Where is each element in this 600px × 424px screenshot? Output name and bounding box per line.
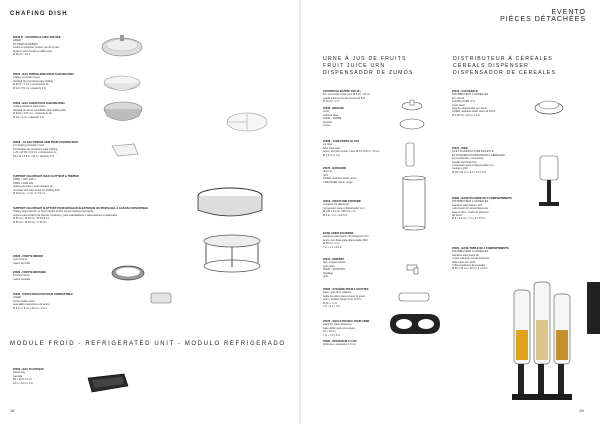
- cereal-item-leg: [452, 147, 527, 174]
- item-line: de acero: [452, 214, 463, 218]
- item-line: tap • support faucet: [323, 261, 346, 265]
- item-line: cuivré et améliorer pentes, fermé et plus: [13, 46, 60, 50]
- item-porcelain-insert: [13, 73, 98, 90]
- double-urn-stand-image: [388, 312, 442, 336]
- item-line: Ø 55 x 25 cm • 18 in • 9 x 10 in: [452, 267, 488, 271]
- item-line: 25080 • 120 / 240 V: [13, 178, 36, 182]
- cereal-section-title: DISTRIBUTEUR À CÉRÉALES CEREALS DISPENSER DISPENSADOR DE CEREALES: [453, 56, 557, 76]
- drip-tray-image: [397, 290, 431, 304]
- item-line: 7 in • 1 h • 2,5 in: [323, 245, 342, 249]
- item-line: contenedor para el dispensador con: [452, 164, 494, 168]
- urn-item-drinks: [323, 167, 388, 184]
- item-steel-insert: [13, 102, 98, 119]
- item-line: Ø 2,5 cm • 2 in: [323, 153, 341, 157]
- item-line: Ø 14 x 5,5 cm • capacity 3 lit: [13, 86, 46, 90]
- item-line: 32 x 16 cm: [323, 330, 336, 334]
- item-quarter-insert: [13, 141, 108, 158]
- item-line: Ø 14 x 4 cm • capacity 3 lit: [13, 115, 44, 119]
- item-ref: BASE ACIER 9/10 RINSE: [323, 232, 354, 235]
- item-line: Ø 145 x 24 cm • 500 ml • 1 h: [323, 210, 356, 214]
- drink-urn-image: [399, 176, 429, 234]
- item-line: Ø 3 in • 1 h • 4 Ø 3 in: [323, 213, 348, 217]
- item-line: FILET D'AGRICULTURE MOLETTE: [452, 150, 494, 154]
- item-line: tubo para hielo: [323, 146, 341, 150]
- item-line: stainless steel stand - Ø l'dispenser 0 lit: [323, 235, 369, 239]
- item-ref: 26038 - 1/4 BAC PORCELAINE POUR CHAFING DISH: [13, 141, 78, 144]
- item-line: heating element • heat indicator kit: [13, 185, 53, 189]
- chafing-lid-image: [100, 33, 145, 58]
- item-line: Ø 33 cm - 24 h: [13, 53, 31, 57]
- item-ref: 25039 - POSTE-BRÛLEUR POUR COMBUSTIBLE: [13, 293, 73, 296]
- refrigerated-section-header: MODULE FROID - REFRIGERATED UNIT - MODULO REFRIGERADO: [10, 341, 286, 347]
- header-line-spare-parts: PIÈCES DÉTACHÉES: [500, 16, 586, 23]
- item-line: base doble para urna negra: [323, 326, 355, 330]
- cereal-item-triple-base: [452, 247, 522, 271]
- item-line: FONTE ACIER (T1): [452, 100, 475, 104]
- item-line: Ø 18 x 20 cm • 4 h • 4,5 x 8 in: [452, 170, 487, 174]
- item-line: container for dispenser: [323, 203, 350, 207]
- cereal-leg-image: [535, 152, 563, 208]
- item-ref: 25080 - BASE ÉTAGÈRE DE 3 COMPARTIMENTS: [452, 197, 512, 200]
- item-ref: 25016 R - COUVERCLE AVEC BOUTÉE: [13, 36, 61, 39]
- item-line: 1/4 chafing porcelain insert: [13, 144, 44, 148]
- item-line: grifo robot: [323, 264, 335, 268]
- item-line: thickness • épaisseur 1,5 cm: [323, 343, 356, 347]
- item-burner-holder: [13, 293, 143, 310]
- item-line: • aluminum for cereal dispenser: [452, 207, 489, 211]
- left-page-header: CHAFING DISH: [10, 11, 68, 17]
- right-page-number: 69: [579, 408, 584, 413]
- urn-item-drip-shelf: [323, 288, 393, 308]
- item-line: acero, deslice hacia l'urne 10,5 in: [323, 298, 362, 302]
- urn-item-steel-base: [323, 232, 393, 249]
- item-line: cubierta tapa: [323, 113, 338, 117]
- urn-item-cover: [323, 107, 388, 127]
- item-line: base triple con socle: [452, 260, 476, 264]
- item-line: diner at: [323, 170, 332, 174]
- item-ref: 25074 - PIED: [452, 147, 468, 150]
- item-ref: 25072 - BOISSONS: [323, 167, 347, 170]
- item-ref: 25081 - BASE TRIPLE DE 3 COMPARTIMENTS: [452, 247, 509, 250]
- item-line: DISTRIBUTEUR À CÉRÉALES: [452, 200, 489, 204]
- item-line: gel's: [323, 173, 329, 177]
- item-line: lid • cereal: [452, 96, 465, 100]
- porcelain-insert-image: [102, 74, 142, 94]
- item-ref: COUVERCLE MAÎTRE 40/8 10+: [323, 90, 361, 93]
- urn-item-thickness: [323, 340, 393, 347]
- item-ref: 25073 - BAC PORCELAINE POUR CHAFING DISH: [13, 73, 74, 76]
- item-line: verres: [323, 124, 331, 128]
- item-line: 3 dispensadores de cereales: [452, 264, 486, 268]
- item-floating-support: [13, 207, 193, 224]
- item-line: Ø 32 x 7 cm: [323, 301, 337, 305]
- chafing-stand-image: [200, 233, 264, 275]
- divided-insert-image: [225, 110, 269, 134]
- item-line: bandeja: [13, 374, 23, 378]
- urn-tap-image: [405, 262, 421, 276]
- item-line: soporte para chafing de fuentes movibles y para calentadores o calentadores o pedestales: [13, 213, 118, 217]
- item-line: contenedor para el dispensador con: [323, 206, 365, 210]
- item-line: 22 in • 14 in • 2 in: [13, 381, 34, 385]
- item-line: Ø 50 cm • Ø 13 cm • h 30 cm: [13, 220, 47, 224]
- steel-insert-image: [102, 101, 144, 123]
- item-line: 7 in • 3 in • 3 in: [323, 305, 341, 309]
- item-line: DISTRIBUTEUR À CÉRÉALES: [452, 93, 489, 97]
- item-line: Ø 3,25 cm • 24 cm • 2 in: [452, 113, 480, 117]
- item-brushed-frame: [13, 271, 103, 281]
- item-line: 1/4 bandeja de porcelana para chafing: [13, 147, 58, 151]
- header-line-evento: EVENTO: [551, 9, 586, 16]
- item-line: hot plate with thermostat for chafing dish: [13, 188, 60, 192]
- item-line: Ø 9 x 22 cm • 7 in • 9 x 8,5 in: [452, 217, 486, 221]
- cereal-item-base: [452, 197, 527, 221]
- item-line: ice tube: [323, 143, 333, 147]
- item-ref: 25098 - TUBE PORTE-GLACE: [323, 140, 360, 143]
- item-line: chafing stainless steel insert: [13, 105, 46, 109]
- item-line: 25040 - SUPPORT: [323, 268, 346, 272]
- item-line: marco de brillo: [13, 261, 31, 265]
- urn-item-double-stand: [323, 320, 393, 337]
- item-ref: 25062 - BAC ACIER POUR CHAFING DISH: [13, 102, 65, 105]
- item-lid: [13, 36, 98, 56]
- item-line: chafing porcelain insert: [13, 76, 40, 80]
- item-line: quemador mecanismo de acero: [13, 303, 50, 307]
- item-line: brushed frame: [13, 274, 30, 278]
- item-line: Ø 8 cm • 9 cm • 20 cm • 2 cm: [13, 306, 47, 310]
- item-ref: 25073 - COUVERCLE: [452, 90, 478, 93]
- item-line: ACIER, stainless steel, acero Ø 3/8 lit: [452, 110, 496, 114]
- item-line: cover: [323, 110, 330, 114]
- item-line: leg and handle • cereal keg: [452, 157, 484, 161]
- item-line: bords et sans bords ou taille selon: [13, 49, 53, 53]
- item-line: stand for black dispenser: [323, 323, 352, 327]
- item-ref: 25049 - BROCHE: [323, 107, 344, 110]
- item-line: plastic tray: [13, 371, 26, 375]
- item-line: tapa de dispensador con fonte: [452, 107, 487, 111]
- item-line: Ø 13 cm • 2 in: [323, 100, 340, 104]
- item-line: rejilla de acero para recoger el goteo: [323, 294, 366, 298]
- urn-item-ice-tube: [323, 140, 388, 157]
- item-ref: 25060 - ÉTAGÈRE POUR 3 GOUTTES: [323, 288, 369, 291]
- item-line: cover steel: [452, 103, 465, 107]
- item-ref: SUPPORT CHAUFFANT AVEC FLOTTEUR & TRÉPIED: [13, 175, 79, 178]
- item-line: ruedas y grifo: [452, 167, 468, 171]
- item-ref: 25029 - FRETTE BROSSÉE: [13, 271, 47, 274]
- item-line: Ø 35 cm • 2 in: [323, 242, 340, 246]
- item-line: ET PIEDS ÉTAMPÉS: [13, 42, 38, 46]
- urn-item-lid: [323, 90, 388, 104]
- item-line: 7 in • 7 in • 6 in: [323, 333, 341, 337]
- item-line: mirror frame: [13, 258, 28, 262]
- item-line: grifo: [323, 275, 329, 279]
- item-mirror-frame: [13, 255, 103, 265]
- urn-section-title: URNE À JUS DE FRUITS FRUIT JUICE URN DISPENSADOR DE ZUMOS: [323, 56, 414, 76]
- item-line: Ø 10,5 cm • 7 cm • h 7,5 cm: [13, 192, 46, 196]
- item-ref: 25080 - ÉPAISSEUR 1,5 CM: [323, 340, 357, 343]
- item-line: bandeja de porcelana para chafing: [13, 79, 53, 83]
- item-line: acero, con base para dispensador 9/10: [323, 238, 368, 242]
- item-line: 25040 - VERRE: [323, 117, 342, 121]
- item-line: base e tubo • rondo de pared en: [452, 210, 490, 214]
- urn-lid-image: [400, 98, 424, 112]
- item-line: steel - grid-drop collector: [323, 291, 352, 295]
- item-line: Ø 35 cm • Ø 40 cm • Ø 31,5 cm: [13, 217, 50, 221]
- item-line: • BROSSÉE, black, negro: [323, 180, 353, 184]
- page-edge-tab: [587, 282, 600, 334]
- ice-tube-image: [404, 142, 416, 168]
- burner-holder-image: [148, 290, 174, 306]
- item-ref: 25044 - ROBINET: [323, 258, 345, 261]
- item-line: Ø 33,5 x 7 cm • contenance 3L: [13, 83, 49, 87]
- cereal-lid-image: [532, 95, 566, 117]
- item-ref: 25059 - PIED D'UNE FONTAINE: [323, 200, 362, 203]
- item-line: Ø 33,5 x 10,5 cm • contenance 3L: [13, 112, 53, 116]
- item-line: ayuda para la urna de zumos de 8 lit: [323, 96, 365, 100]
- item-line: ET POIGNÉE DISTRIBUTEUR À CÉRÉALES: [452, 153, 505, 157]
- item-line: 25081 • GRÉ 24V: [13, 181, 34, 185]
- item-line: chafing stand electric or fuel / handle and/or burner heating heat spray: [13, 210, 94, 214]
- urn-item-container: [323, 200, 391, 217]
- item-line: stainless steel stand for: [452, 253, 480, 257]
- quarter-insert-image: [110, 142, 140, 158]
- plastic-tray-image: [86, 372, 130, 394]
- item-line: L 26 x W 15 x 6,6 cm • contenance 1L: [13, 151, 57, 155]
- right-page-header: [500, 9, 586, 23]
- cereal-item-lid: [452, 90, 522, 117]
- item-heating-support: [13, 175, 183, 195]
- chafing-frame-image: [195, 186, 265, 222]
- item-line: ACIER: [13, 296, 21, 300]
- item-line: 56 x 32,5 x 6 cm: [13, 378, 33, 382]
- item-line: acero, de tubo-simple, nourr Ø 15 % Ø 3 x 70 cm: [323, 150, 380, 154]
- item-line: • triple stand for cereal dispenser: [452, 257, 490, 261]
- item-ref: 25009 - BAC PLASTIQUE: [13, 368, 44, 371]
- item-ref: 25070 - SOCLE DOUBLE POUR URNE: [323, 320, 370, 323]
- item-line: burner holder steel: [13, 299, 35, 303]
- item-line: bandage: [323, 271, 334, 275]
- item-line: Dim 11 x 5.8 in • 24 h • capacity 1 lit: [13, 154, 55, 158]
- item-ref: 25035 - FRETTE MIROIR: [13, 255, 43, 258]
- item-line: DISTRIBUTEUR À CÉRÉALES: [452, 250, 489, 254]
- urn-cover-image: [398, 117, 426, 131]
- urn-item-tap: [323, 258, 388, 278]
- triple-cereal-dispenser-image: [510, 270, 574, 410]
- left-page-number: 18: [10, 408, 15, 413]
- item-line: ACIER, stainless steel, acero: [323, 177, 357, 181]
- item-line: bandeja de acero inoxidable para chafing dish: [13, 108, 66, 112]
- page-gutter: [299, 0, 301, 424]
- item-plastic-tray: [13, 368, 83, 385]
- item-line: stainless steel stand • with: [452, 203, 483, 207]
- item-line: bouclier: [323, 120, 333, 124]
- item-line: lid • couvercle ronde pour Ø 8,45 - 25 cm: [323, 93, 371, 97]
- item-line: handle and dispenser: [452, 160, 477, 164]
- mirror-frame-image: [110, 263, 146, 283]
- item-line: marco brosado: [13, 277, 31, 281]
- item-ref: SUPPORT CHAUFFANT FLOTTANT POUR BRÛLEUR ÉLECTRIQUE OU POSTE-GEL À GAS EN CONVERTIBLE: [13, 207, 149, 210]
- item-line: ACIER: [13, 39, 21, 43]
